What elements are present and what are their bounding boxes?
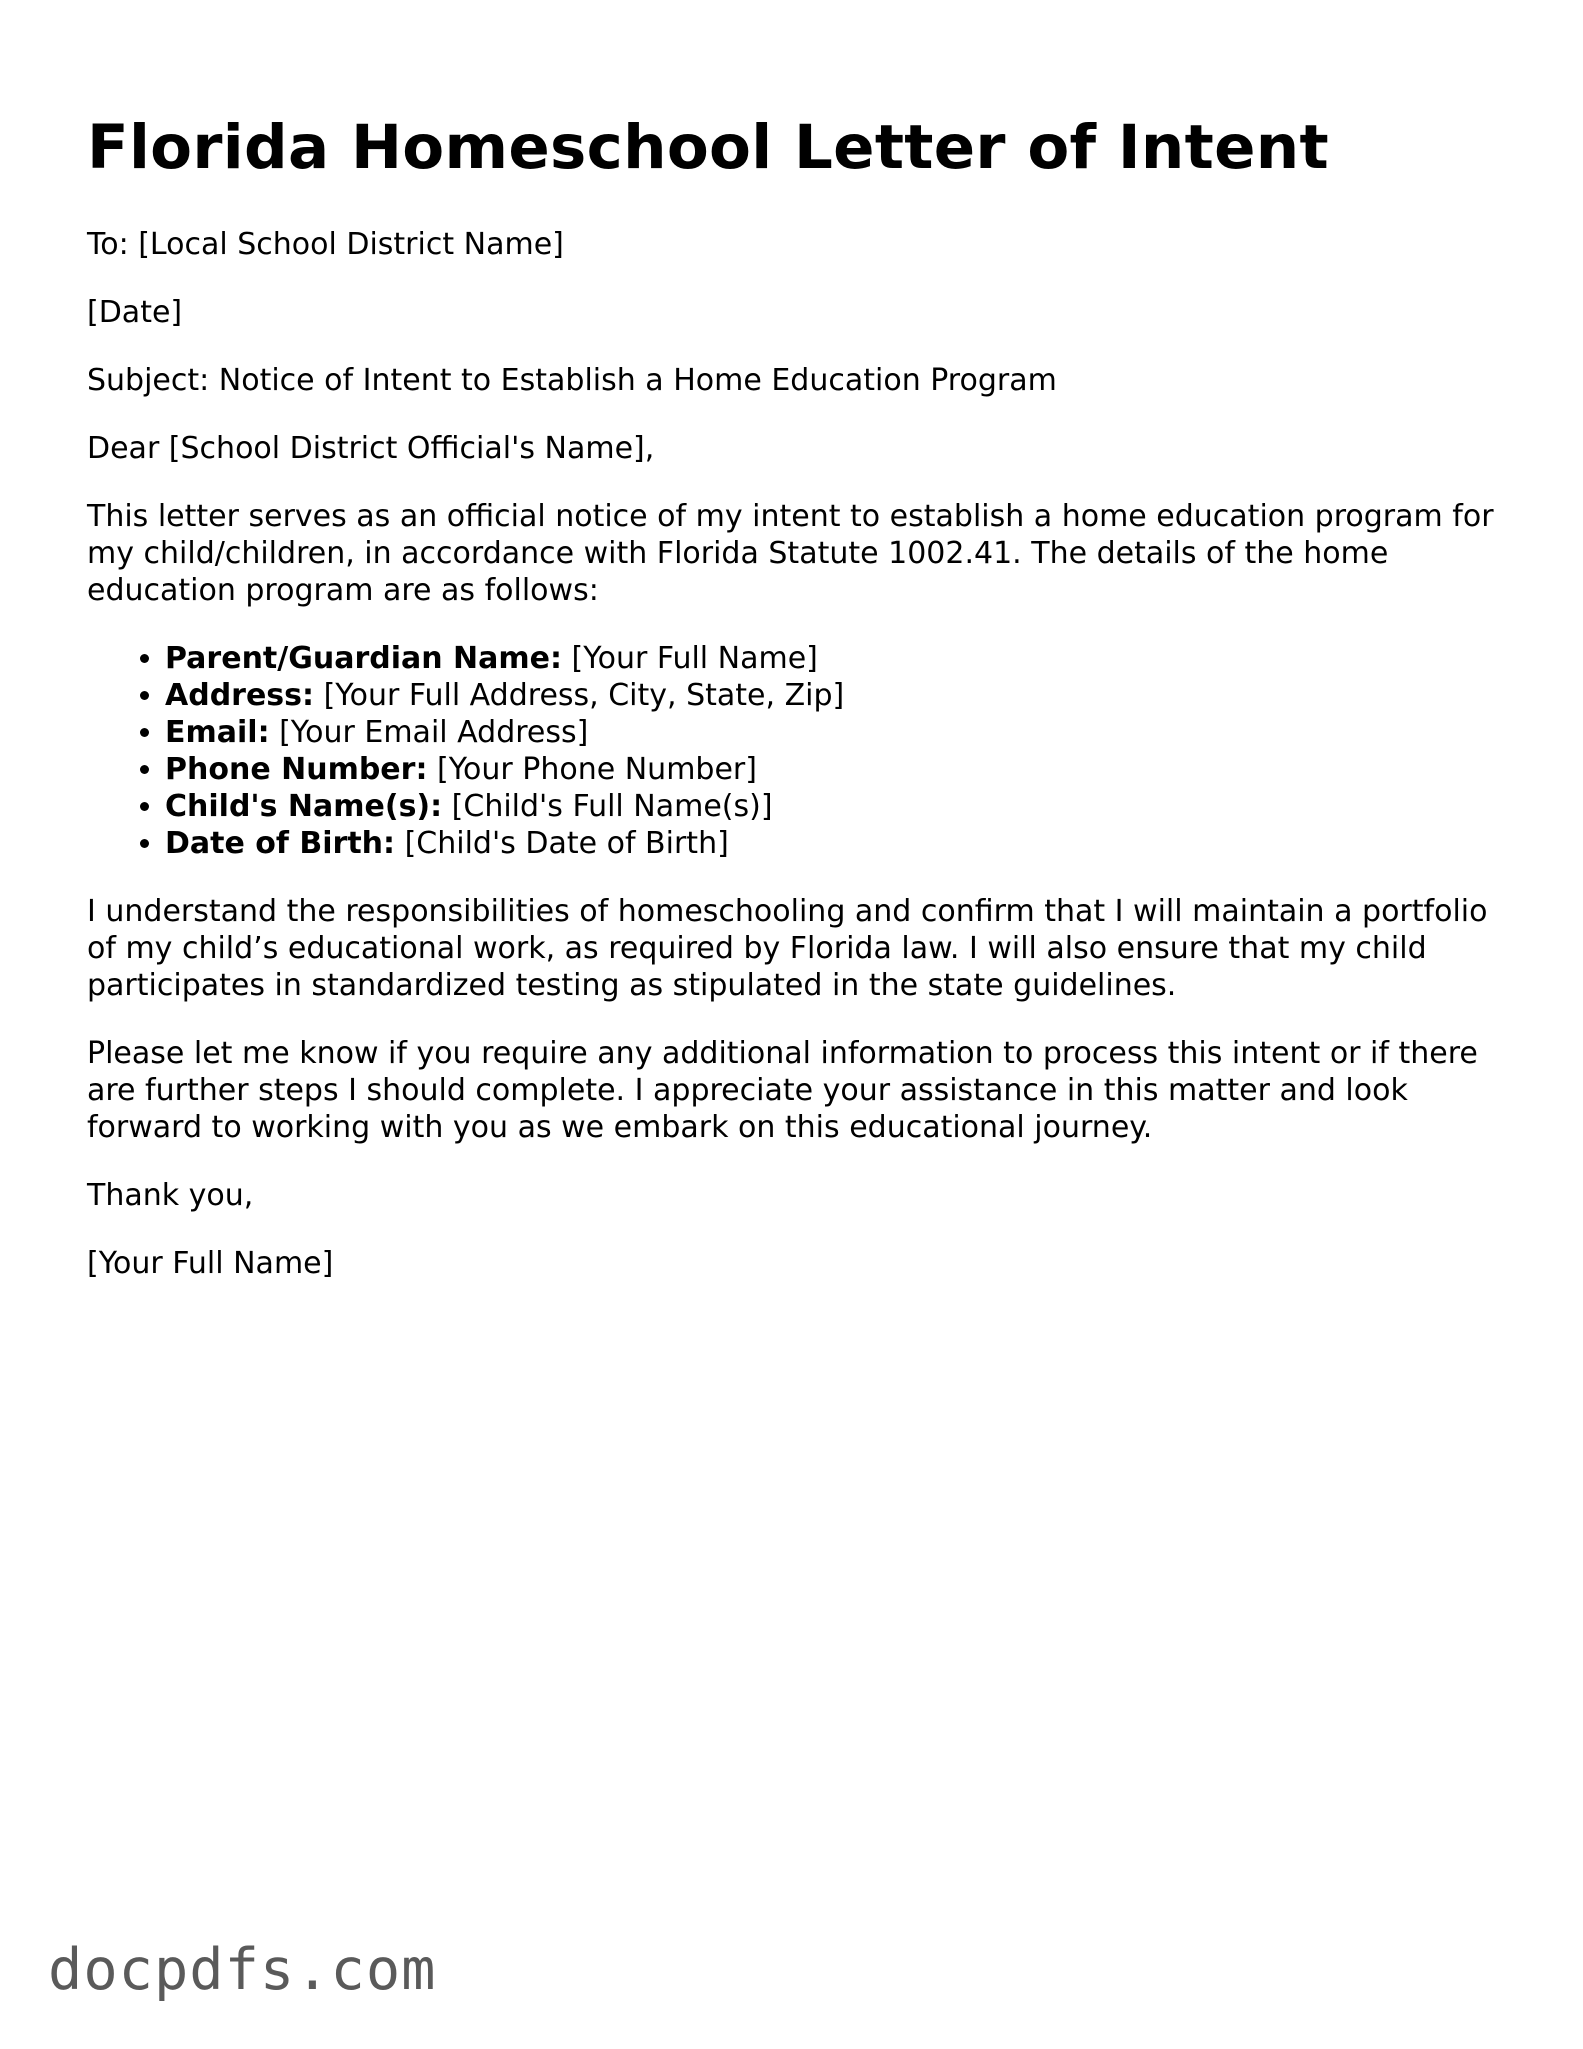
detail-label: Phone Number: — [165, 752, 428, 787]
signature-name: [Your Full Name] — [87, 1246, 334, 1281]
detail-label: Date of Birth: — [165, 826, 396, 861]
list-item — [165, 825, 1507, 862]
salutation: Dear [School District Official's Name], — [87, 431, 655, 466]
detail-value: [Your Email Address] — [269, 715, 589, 750]
detail-label: Parent/Guardian Name: — [165, 641, 563, 676]
page-title: Florida Homeschool Letter of Intent — [87, 112, 1329, 183]
to-line: To: [Local School District Name] — [87, 227, 564, 262]
list-item — [165, 788, 1507, 825]
details-list — [87, 640, 1507, 862]
detail-value: [Your Phone Number] — [427, 752, 757, 787]
list-item — [165, 714, 1507, 751]
detail-label: Child's Name(s): — [165, 789, 443, 824]
list-item — [165, 751, 1507, 788]
detail-value: [Child's Date of Birth] — [395, 826, 729, 861]
detail-value: [Child's Full Name(s)] — [442, 789, 773, 824]
closing-paragraph: Please let me know if you require any additional information to process this intent or if there are further steps I should complete. I appreciate your assistance in this matter and look forward to working with you as we embark on this educational journey. — [87, 1036, 1478, 1145]
watermark: docpdfs.com — [48, 1937, 437, 2003]
responsibility-paragraph: I understand the responsibilities of homeschooling and confirm that I will maintain a portfolio of my child’s educational work, as required by Florida law. I will also ensure that my child participates in standardized testing as stipulated in the state guidelines. — [87, 894, 1488, 1003]
list-item — [165, 640, 1507, 677]
subject-line: Subject: Notice of Intent to Establish a Home Education Program — [87, 363, 1057, 398]
intro-paragraph: This letter serves as an official notice of my intent to establish a home education program for my child/children, in accordance with Florida Statute 1002.41. The details of the home education program are as follows: — [87, 499, 1494, 608]
sign-off: Thank you, — [87, 1178, 254, 1213]
detail-value: [Your Full Address, City, State, Zip] — [314, 678, 845, 713]
date-line: [Date] — [87, 295, 183, 330]
detail-label: Address: — [165, 678, 315, 713]
list-item — [165, 677, 1507, 714]
detail-label: Email: — [165, 715, 270, 750]
detail-value: [Your Full Name] — [562, 641, 818, 676]
letter-body — [87, 226, 1507, 1313]
